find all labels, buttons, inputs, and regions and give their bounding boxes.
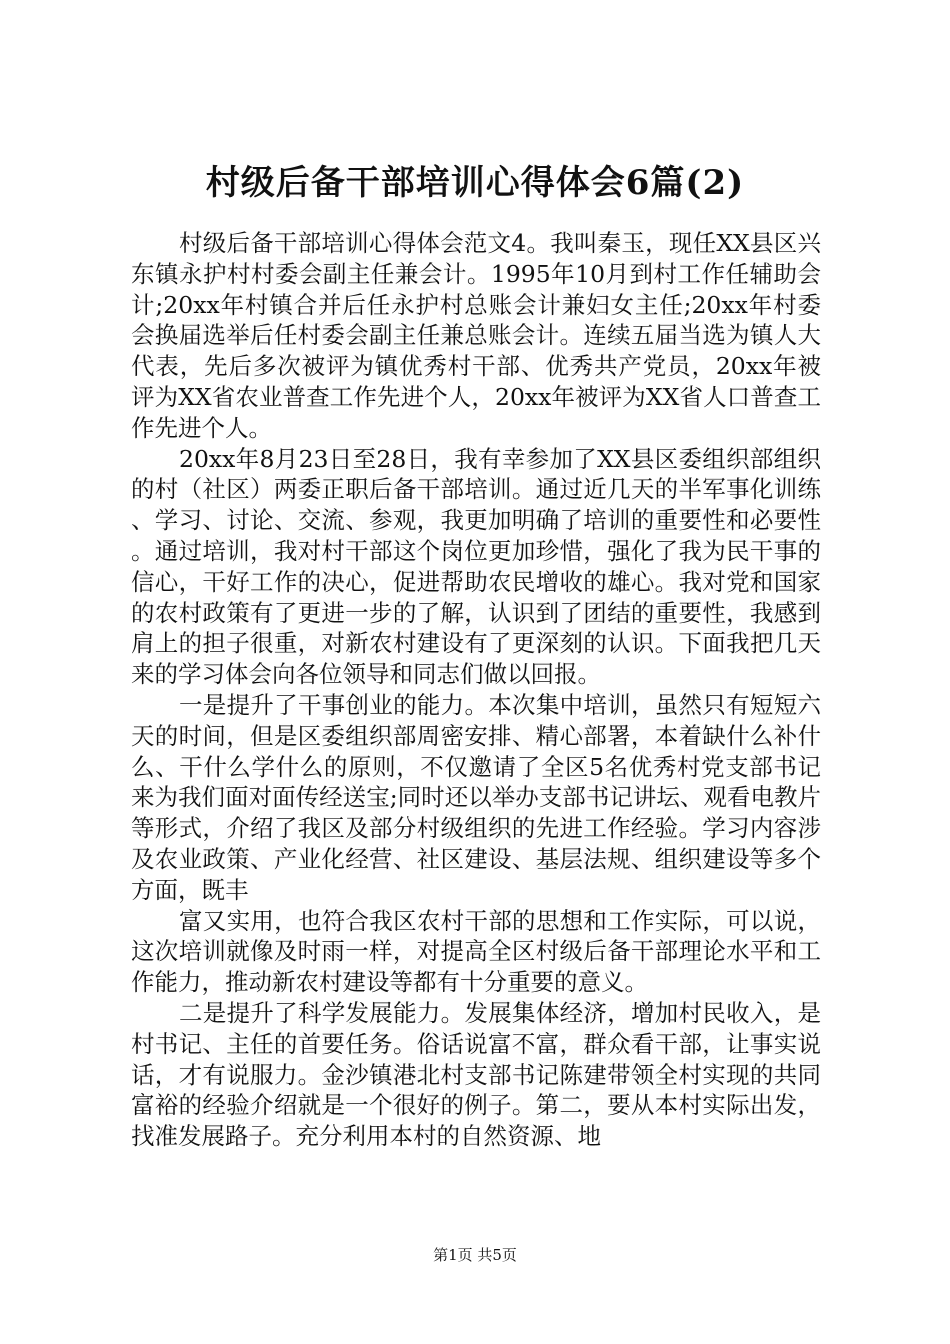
paragraph-3: 一是提升了干事创业的能力。本次集中培训，虽然只有短短六天的时间，但是区委组织部周密安排、精心部署，本着缺什么补什么、干什么学什么的原则，不仅邀请了全区5名优秀村党支部书记来为我们面对面传经送宝;同时还以举办支部书记讲坛、观看电教片等形式，介绍了我区及部分村级组织的先进工作经验。学习内容涉及农业政策、产业化经营、社区建设、基层法规、组织建设等多个方面，既丰 — [131, 690, 821, 904]
document-title: 村级后备干部培训心得体会6篇(2) — [205, 163, 745, 203]
paragraph-4: 富又实用，也符合我区农村干部的思想和工作实际，可以说，这次培训就像及时雨一样，对提高全区村级后备干部理论水平和工作能力，推动新农村建设等都有十分重要的意义。 — [131, 906, 821, 997]
paragraph-1: 村级后备干部培训心得体会范文4。我叫秦玉，现任XX县区兴东镇永护村村委会副主任兼会计。1995年10月到村工作任辅助会计;20xx年村镇合并后任永护村总账会计兼妇女主任;20xx年村委会换届选举后任村委会副主任兼总账会计。连续五届当选为镇人大代表，先后多次被评为镇优秀村干部、优秀共产党员，20xx年被评为XX省农业普查工作先进个人，20xx年被评为XX省人口普查工作先进个人。 — [131, 229, 821, 442]
paragraph-5: 二是提升了科学发展能力。发展集体经济，增加村民收入，是村书记、主任的首要任务。俗话说富不富，群众看干部，让事实说话，才有说服力。金沙镇港北村支部书记陈建带领全村实现的共同富裕的经验介绍就是一个很好的例子。第二，要从本村实际出发，找准发展路子。充分利用本村的自然资源、地 — [131, 998, 821, 1151]
page-footer: 第1页 共5页 — [433, 1246, 517, 1264]
document-body — [131, 228, 821, 1152]
paragraph-2: 20xx年8月23日至28日，我有幸参加了XX县区委组织部组织的村（社区）两委正职后备干部培训。通过近几天的半军事化训练、学习、讨论、交流、参观，我更加明确了培训的重要性和必要性。通过培训，我对村干部这个岗位更加珍惜，强化了我为民干事的信心，干好工作的决心，促进帮助农民增收的雄心。我对党和国家的农村政策有了更进一步的了解，认识到了团结的重要性，我感到肩上的担子很重，对新农村建设有了更深刻的认识。下面我把几天来的学习体会向各位领导和同志们做以回报。 — [131, 444, 821, 689]
